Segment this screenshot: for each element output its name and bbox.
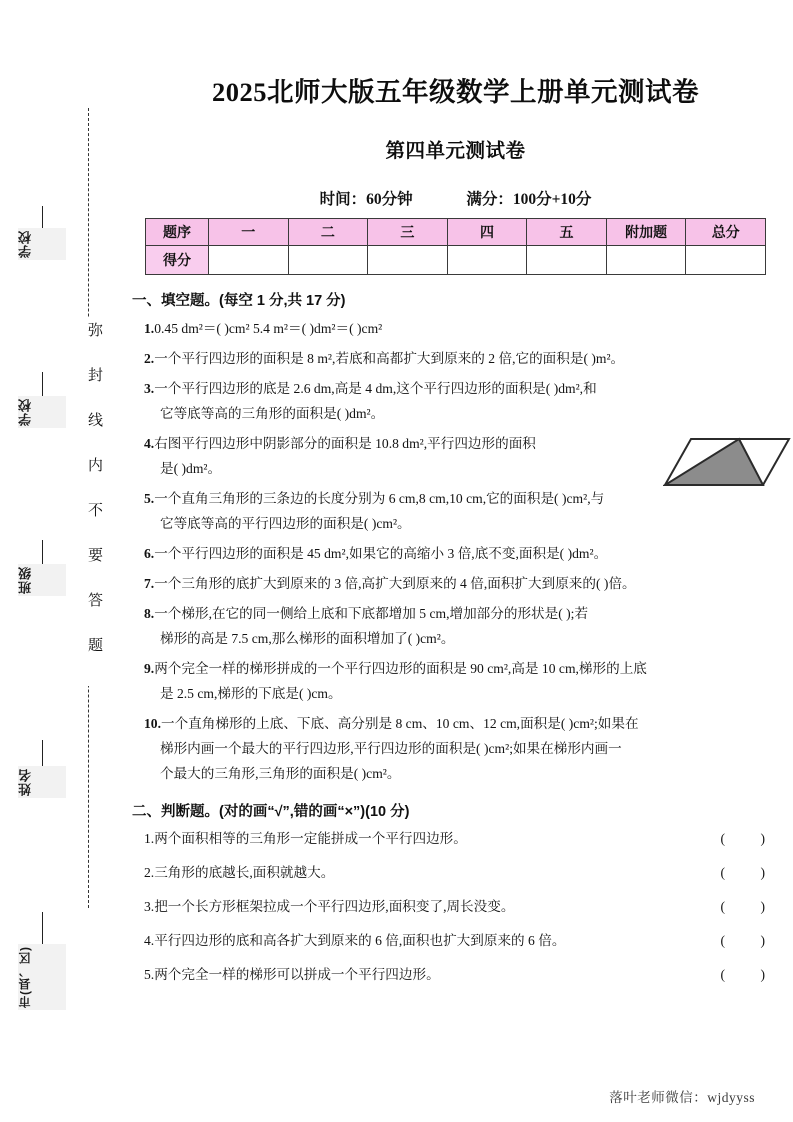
question-8-number: 8.	[144, 606, 155, 621]
question-9-number: 9.	[144, 661, 155, 676]
question-1-number: 1.	[144, 321, 155, 336]
tf-question-3-number: 3.	[144, 899, 155, 914]
question-10-number: 10.	[144, 716, 161, 731]
score-table	[145, 218, 766, 275]
question-4-text: 右图平行四边形中阴影部分的面积是 10.8 dm²,平行四边形的面积	[154, 436, 536, 451]
score-value-total[interactable]	[686, 246, 766, 275]
seal-label-name: 姓名	[18, 766, 66, 798]
seal-vertical-notice: 弥封线内不要答题	[80, 318, 102, 686]
tf-question-5-number: 5.	[144, 967, 155, 982]
score-value-2[interactable]	[288, 246, 368, 275]
question-8	[144, 601, 787, 651]
tf-answer-box-2[interactable]: ( )	[720, 865, 781, 880]
score-col-total: 总分	[686, 219, 766, 246]
question-3-text: 一个平行四边形的底是 2.6 dm,高是 4 dm,这个平行四边形的面积是( )dm²,和	[154, 381, 597, 396]
section-2-heading: 二、判断题。(对的画“√”,错的画“×”)(10 分)	[132, 804, 410, 820]
shaded-parallelogram-figure	[663, 433, 791, 491]
score-table-header-row	[146, 219, 766, 246]
question-4-number: 4.	[144, 436, 155, 451]
question-10-text-line2: 梯形内画一个最大的平行四边形,平行四边形的面积是( )cm²;如果在梯形内画一	[160, 741, 622, 756]
tf-question-2	[144, 861, 787, 885]
question-7-text: 一个三角形的底扩大到原来的 3 倍,高扩大到原来的 4 倍,面积扩大到原来的( )倍。	[154, 576, 636, 591]
question-5-text-line2: 它等底等高的平行四边形的面积是( )cm²。	[160, 516, 411, 531]
question-8-text: 一个梯形,在它的同一侧给上底和下底都增加 5 cm,增加部分的形状是( );若	[154, 606, 589, 621]
tf-question-1	[144, 827, 787, 851]
question-7-number: 7.	[144, 576, 155, 591]
question-1-text: 0.45 dm²＝( )cm² 5.4 m²＝( )dm²＝( )cm²	[154, 321, 383, 336]
score-row-label-question: 题序	[146, 219, 209, 246]
score-value-5[interactable]	[527, 246, 607, 275]
tf-question-3	[144, 895, 787, 919]
question-6-text: 一个平行四边形的面积是 45 dm²,如果它的高缩小 3 倍,底不变,面积是( )dm²。	[154, 546, 608, 561]
exam-total-score: 满分：100分+10分	[466, 191, 592, 208]
question-9	[144, 656, 787, 706]
exam-meta	[118, 163, 793, 209]
page-title: 2025北师大版五年级数学上册单元测试卷	[212, 77, 699, 107]
score-col-1: 一	[209, 219, 289, 246]
seal-label-city: 市(县、区)	[18, 944, 66, 1010]
exam-sheet	[118, 0, 793, 1122]
tf-question-5-text: 两个完全一样的梯形可以拼成一个平行四边形。	[154, 967, 440, 982]
question-3	[144, 376, 787, 426]
question-5-text: 一个直角三角形的三条边的长度分别为 6 cm,8 cm,10 cm,它的面积是( )cm²,与	[154, 491, 605, 506]
tf-question-2-text: 三角形的底越长,面积就越大。	[154, 865, 335, 880]
page-subtitle: 第四单元测试卷	[385, 141, 526, 162]
watermark-text: 落叶老师微信：wjdyyss	[609, 1090, 755, 1105]
question-9-text: 两个完全一样的梯形拼成的一个平行四边形的面积是 90 cm²,高是 10 cm,梯形的上底	[154, 661, 647, 676]
seal-label-school-top: 学校	[18, 228, 66, 260]
question-8-text-line2: 梯形的高是 7.5 cm,那么梯形的面积增加了( )cm²。	[160, 631, 455, 646]
question-6-number: 6.	[144, 546, 155, 561]
tf-answer-box-4[interactable]: ( )	[720, 933, 781, 948]
tf-answer-box-3[interactable]: ( )	[720, 899, 781, 914]
tf-question-4	[144, 929, 787, 953]
question-10-text: 一个直角梯形的上底、下底、高分别是 8 cm、10 cm、12 cm,面积是( )cm²;如果在	[161, 716, 639, 731]
question-3-text-line2: 它等底等高的三角形的面积是( )dm²。	[160, 406, 385, 421]
question-1	[144, 316, 787, 341]
score-col-4: 四	[447, 219, 527, 246]
tf-question-3-text: 把一个长方形框架拉成一个平行四边形,面积变了,周长没变。	[154, 899, 515, 914]
tf-question-1-text: 两个面积相等的三角形一定能拼成一个平行四边形。	[154, 831, 467, 846]
section-1-heading: 一、填空题。(每空 1 分,共 17 分)	[132, 293, 346, 309]
question-7	[144, 571, 787, 596]
tf-question-2-number: 2.	[144, 865, 155, 880]
tf-question-4-text: 平行四边形的底和高各扩大到原来的 6 倍,面积也扩大到原来的 6 倍。	[154, 933, 566, 948]
sealing-line-column	[0, 0, 118, 1122]
question-4	[144, 431, 787, 481]
question-6	[144, 541, 787, 566]
score-value-3[interactable]	[368, 246, 448, 275]
score-col-3: 三	[368, 219, 448, 246]
question-4-text-line2: 是( )dm²。	[160, 461, 222, 476]
score-col-extra: 附加题	[606, 219, 686, 246]
question-10	[144, 711, 787, 786]
score-col-2: 二	[288, 219, 368, 246]
tf-answer-box-5[interactable]: ( )	[720, 967, 781, 982]
question-3-number: 3.	[144, 381, 155, 396]
question-9-text-line2: 是 2.5 cm,梯形的下底是( )cm。	[160, 686, 342, 701]
score-value-4[interactable]	[447, 246, 527, 275]
question-2	[144, 346, 787, 371]
score-row-label-score: 得分	[146, 246, 209, 275]
score-value-1[interactable]	[209, 246, 289, 275]
question-2-number: 2.	[144, 351, 155, 366]
question-2-text: 一个平行四边形的面积是 8 m²,若底和高都扩大到原来的 2 倍,它的面积是( )m²。	[154, 351, 625, 366]
exam-time: 时间：60分钟	[319, 191, 413, 208]
tf-answer-box-1[interactable]: ( )	[720, 831, 781, 846]
score-value-extra[interactable]	[606, 246, 686, 275]
question-5-number: 5.	[144, 491, 155, 506]
score-col-5: 五	[527, 219, 607, 246]
score-table-value-row	[146, 246, 766, 275]
seal-label-school: 学校	[18, 396, 66, 428]
tf-question-1-number: 1.	[144, 831, 155, 846]
question-5	[144, 486, 787, 536]
question-10-text-line3: 个最大的三角形,三角形的面积是( )cm²。	[160, 766, 401, 781]
seal-label-class: 班级	[18, 564, 66, 596]
tf-question-5	[144, 963, 787, 987]
tf-question-4-number: 4.	[144, 933, 155, 948]
